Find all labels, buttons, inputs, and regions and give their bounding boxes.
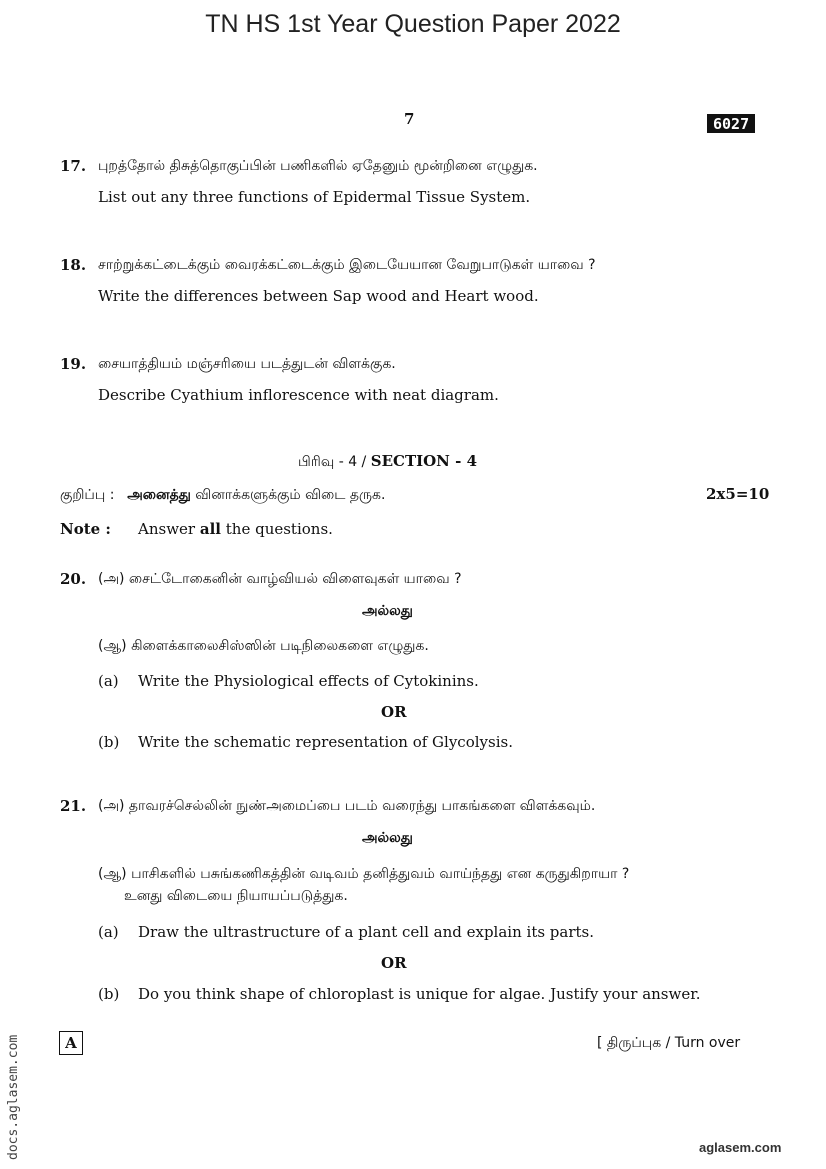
- question-20-or-english: OR: [381, 703, 407, 721]
- question-21-or-tamil: அல்லது: [362, 830, 413, 846]
- question-21b-label: (b): [98, 985, 120, 1003]
- note-english-pre: Answer: [138, 520, 200, 538]
- question-20-or-tamil: அல்லது: [362, 603, 413, 619]
- question-18-english: Write the differences between Sap wood and Heart wood.: [98, 287, 539, 305]
- section-heading: [298, 452, 477, 472]
- note-english-post: the questions.: [220, 520, 333, 538]
- question-21a-label: (a): [98, 923, 119, 941]
- section-heading-tamil: பிரிவு - 4 /: [298, 454, 371, 470]
- question-number-17: 17.: [60, 157, 87, 175]
- question-17-english: List out any three functions of Epidermal Tissue System.: [98, 188, 531, 206]
- question-20b-label: (b): [98, 733, 120, 751]
- note-english: [138, 520, 333, 538]
- question-20a-label: (a): [98, 672, 119, 690]
- marks-allocation: 2x5=10: [706, 485, 770, 503]
- question-20a-tamil: (அ) சைட்டோகைனின் வாழ்வியல் விளைவுகள் யாவை ?: [98, 571, 462, 587]
- question-21-or-english: OR: [381, 954, 407, 972]
- side-watermark: docs.aglasem.com: [6, 1034, 21, 1160]
- footer-brand-link[interactable]: aglasem.com: [699, 1140, 782, 1155]
- booklet-letter-box: A: [59, 1031, 83, 1055]
- page-title: TN HS 1st Year Question Paper 2022: [205, 10, 621, 38]
- question-19-tamil: சையாத்தியம் மஞ்சரியை படத்துடன் விளக்குக.: [98, 356, 396, 372]
- note-tamil-bold: அனைத்து: [127, 487, 191, 503]
- question-21b-english: Do you think shape of chloroplast is unique for algae. Justify your answer.: [138, 985, 701, 1003]
- turn-over-label: [ திருப்புக / Turn over: [597, 1035, 741, 1051]
- question-number-18: 18.: [60, 256, 87, 274]
- question-19-english: Describe Cyathium inflorescence with neat diagram.: [98, 386, 499, 404]
- question-21a-tamil: (அ) தாவரச்செல்லின் நுண்அமைப்பை படம் வரைந்து பாகங்களை விளக்கவும்.: [98, 798, 596, 814]
- question-21b-tamil-line2: உனது விடையை நியாயப்படுத்துக.: [124, 888, 348, 904]
- question-20a-english: Write the Physiological effects of Cytokinins.: [138, 672, 479, 690]
- question-20b-english: Write the schematic representation of Glycolysis.: [138, 733, 513, 751]
- question-number-21: 21.: [60, 797, 87, 815]
- question-21b-tamil-line1: (ஆ) பாசிகளில் பசுங்கணிகத்தின் வடிவம் தனித்துவம் வாய்ந்தது என கருதுகிறாயா ?: [98, 866, 630, 882]
- question-18-tamil: சாற்றுக்கட்டைக்கும் வைரக்கட்டைக்கும் இடையேயான வேறுபாடுகள் யாவை ?: [98, 257, 596, 273]
- page-number: 7: [404, 110, 415, 128]
- note-english-label: Note :: [60, 520, 111, 538]
- section-heading-english: SECTION - 4: [370, 452, 478, 470]
- note-english-bold: all: [199, 520, 221, 538]
- note-tamil-label: குறிப்பு :: [60, 487, 115, 503]
- question-number-19: 19.: [60, 355, 87, 373]
- note-tamil: [60, 485, 385, 505]
- question-number-20: 20.: [60, 570, 87, 588]
- note-tamil-rest: வினாக்களுக்கும் விடை தருக.: [190, 487, 386, 503]
- paper-code-badge: 6027: [707, 114, 755, 133]
- question-20b-tamil: (ஆ) கிளைக்காலைசிஸ்ஸின் படிநிலைகளை எழுதுக.: [98, 638, 429, 654]
- question-17-tamil: புறத்தோல் திசுத்தொகுப்பின் பணிகளில் ஏதேனும் மூன்றினை எழுதுக.: [98, 158, 538, 174]
- question-21a-english: Draw the ultrastructure of a plant cell and explain its parts.: [138, 923, 595, 941]
